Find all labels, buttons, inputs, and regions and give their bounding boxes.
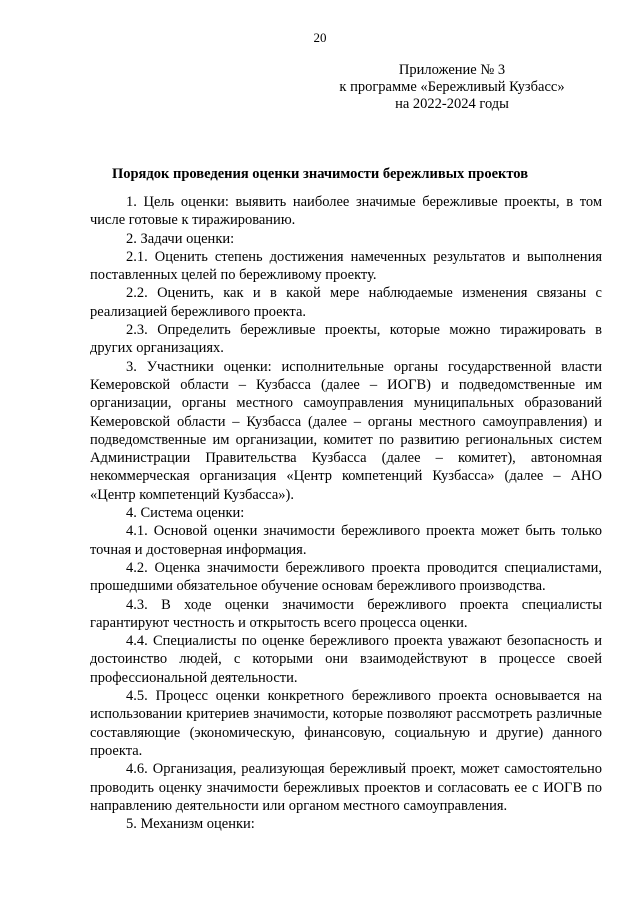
paragraph-4-2: 4.2. Оценка значимости бережливого проекта проводится специалистами, прошедшими обязательное обучение основам бережливого производства. bbox=[90, 559, 602, 595]
paragraph-2-3: 2.3. Определить бережливые проекты, которые можно тиражировать в других организациях. bbox=[90, 322, 602, 357]
appendix-program: к программе «Бережливый Кузбасс» bbox=[339, 79, 565, 95]
paragraph-4-6: 4.6. Организация, реализующая бережливый проект, может самостоятельно проводить оценку значимости бережливых проектов и согласовать ее с ИОГВ по направлению деятельности или органом местного самоуправления. bbox=[90, 761, 602, 814]
paragraph-1: 1. Цель оценки: выявить наиболее значимые бережливые проекты, в том числе готовые к тиражированию. bbox=[90, 194, 602, 229]
paragraph-4-5: 4.5. Процесс оценки конкретного бережливого проекта основывается на использовании критериев значимости, которые позволяют рассмотреть различные составляющие (экономическую, финансовую, социальную и другие) данного проекта. bbox=[90, 688, 602, 759]
document-body bbox=[90, 193, 602, 833]
paragraph-5: 5. Механизм оценки: bbox=[126, 816, 255, 833]
paragraph-4: 4. Система оценки: bbox=[126, 505, 245, 522]
page-number: 20 bbox=[313, 30, 327, 45]
appendix-years: на 2022-2024 годы bbox=[395, 96, 509, 112]
appendix-header bbox=[302, 62, 602, 113]
paragraph-3: 3. Участники оценки: исполнительные органы государственной власти Кемеровской области – Кузбасса (далее – ИОГВ) и подведомственные им организации, органы местного самоуправления муниципальных образований Кемеровской области – Кузбасса (далее – органы местного самоуправления) и подведомственные им организации, комитет по развитию региональных систем Администрации Правительства Кузбасса (далее – комитет), автономная некоммерческая организация «Центр компетенций Кузбасса» (далее – АНО «Центр компетенций Кузбасса»). bbox=[90, 358, 602, 503]
paragraph-4-3: 4.3. В ходе оценки значимости бережливого проекта специалисты гарантируют честность и открытость всего процесса оценки. bbox=[90, 596, 602, 631]
paragraph-2-1: 2.1. Оценить степень достижения намеченных результатов и выполнения поставленных целей по бережливому проекту. bbox=[90, 248, 602, 284]
appendix-number: Приложение № 3 bbox=[398, 62, 506, 78]
paragraph-4-1: 4.1. Основой оценки значимости бережливого проекта может быть только точная и достоверная информация. bbox=[90, 523, 602, 558]
paragraph-2-2: 2.2. Оценить, как и в какой мере наблюдаемые изменения связаны с реализацией бережливого проекта. bbox=[90, 285, 602, 320]
document-title: Порядок проведения оценки значимости бережливых проектов bbox=[111, 166, 529, 182]
paragraph-4-4: 4.4. Специалисты по оценке бережливого проекта уважают безопасность и достоинство людей, с которыми они взаимодействуют в процессе своей профессиональной деятельности. bbox=[90, 633, 602, 686]
paragraph-2: 2. Задачи оценки: bbox=[126, 230, 235, 247]
